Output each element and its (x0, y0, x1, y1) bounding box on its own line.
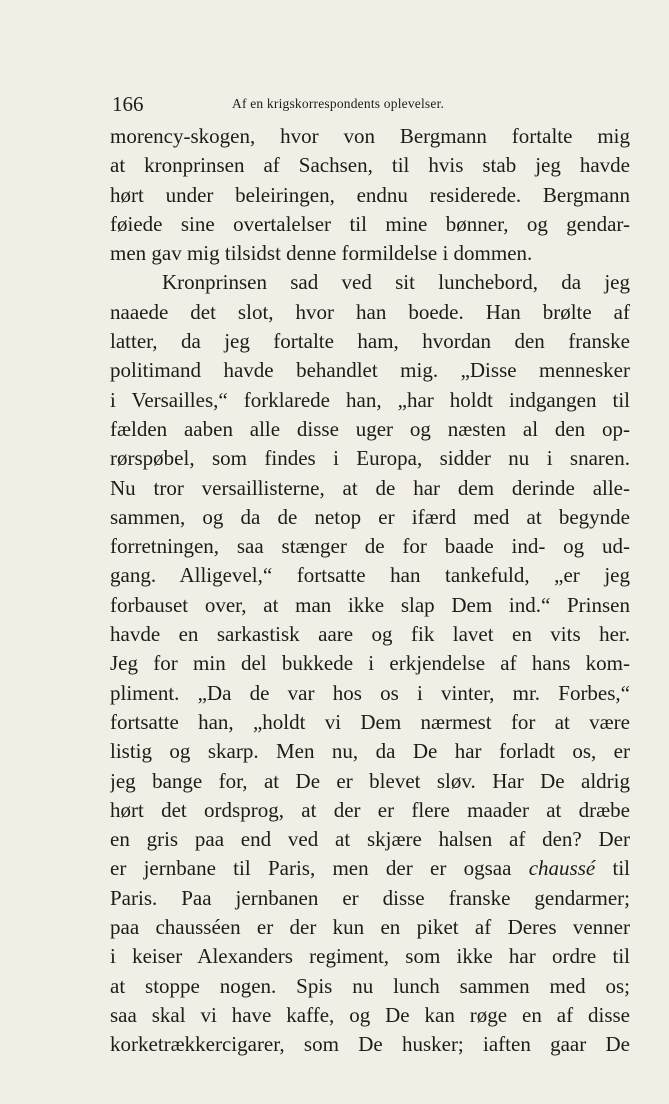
text-line: i keiser Alexanders regiment, som ikke har ordre til (110, 944, 630, 969)
body-text (110, 122, 630, 1060)
text-line: Nu tror versaillisterne, at de har dem derinde alle- (110, 475, 630, 500)
text-line: hørt under beleiringen, endnu residerede. Bergmann (110, 182, 630, 207)
text-line: sammen, og da de netop er ifærd med at begynde (110, 504, 630, 529)
text-line-italic (110, 854, 630, 883)
italic-word: chaussé (528, 856, 596, 881)
text-line: naaede det slot, hvor han boede. Han brølte af (110, 299, 630, 324)
text-line: latter, da jeg fortalte ham, hvordan den franske (110, 329, 630, 354)
text-line: at stoppe nogen. Spis nu lunch sammen med os; (110, 973, 630, 998)
text-line: korketrækkercigarer, som De husker; iaften gaar De (110, 1032, 630, 1057)
text-line: rørspøbel, som findes i Europa, sidder nu i snaren. (110, 446, 630, 471)
text-line: fælden aaben alle disse uger og næsten al den op- (110, 416, 630, 441)
text-line: listig og skarp. Men nu, da De har forladt os, er (110, 739, 630, 764)
text-line: saa skal vi have kaffe, og De kan røge en af disse (110, 1002, 630, 1027)
text-line: hørt det ordsprog, at der er flere maader at dræbe (110, 797, 630, 822)
line-tail: til (595, 856, 630, 881)
text-line: Kronprinsen sad ved sit lunchebord, da jeg (162, 270, 630, 295)
text-line: fortsatte han, „holdt vi Dem nærmest for at være (110, 709, 630, 734)
text-line: at kronprinsen af Sachsen, til hvis stab jeg havde (110, 153, 630, 178)
text-line: havde en sarkastisk aare og fik lavet en vits her. (110, 622, 630, 647)
text-line: Jeg for min del bukkede i erkjendelse af hans kom- (110, 651, 630, 676)
page-number: 166 (112, 92, 144, 116)
text-line: paa chausséen er der kun en piket af Deres venner (110, 915, 630, 940)
text-line: en gris paa end ved at skjære halsen af den? Der (110, 827, 630, 852)
text-line: morency-skogen, hvor von Bergmann fortalte mig (110, 124, 630, 148)
text-line: politimand havde behandlet mig. „Disse mennesker (110, 358, 630, 383)
running-head: Af en krigskorrespondents oplevelser. (232, 96, 445, 111)
text-line: men gav mig tilsidst denne formildelse i dommen. (110, 241, 533, 266)
page-header (112, 92, 632, 122)
line-text: er jernbane til Paris, men der er ogsaa (110, 856, 512, 881)
text-line: i Versailles,“ forklarede han, „har holdt indgangen til (110, 387, 630, 412)
text-line: pliment. „Da de var hos os i vinter, mr. Forbes,“ (110, 680, 630, 705)
text-line: jeg bange for, at De er blevet sløv. Har De aldrig (110, 768, 630, 793)
text-line: gang. Alligevel,“ fortsatte han tankefuld, „er jeg (110, 563, 630, 588)
text-line: forbauset over, at man ikke slap Dem ind.“ Prinsen (110, 592, 630, 617)
text-line: forretningen, saa stænger de for baade ind- og ud- (110, 534, 630, 559)
text-line: Paris. Paa jernbanen er disse franske gendarmer; (110, 885, 630, 910)
text-line: føiede sine overtalelser til mine bønner, og gendar- (110, 211, 630, 236)
